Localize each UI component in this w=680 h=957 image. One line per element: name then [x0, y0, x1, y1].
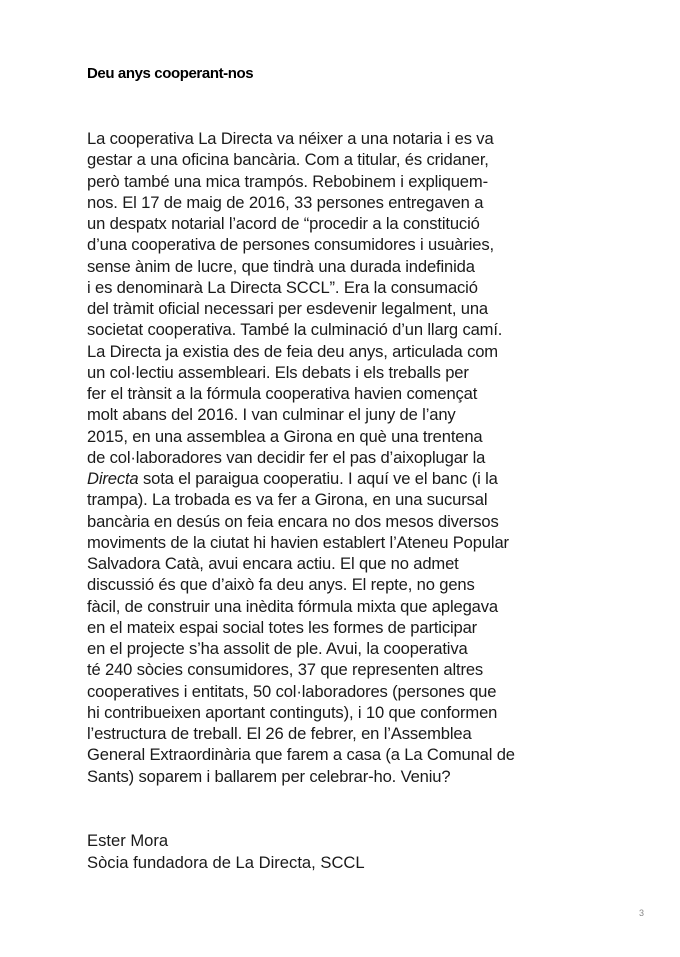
body-line: bancària en desús on feia encara no dos mesos diversos: [87, 511, 499, 531]
body-line: fàcil, de construir una inèdita fórmula mixta que aplegava: [87, 596, 498, 616]
body-line: La Directa ja existia des de feia deu anys, articulada com: [87, 341, 498, 361]
body-line: però també una mica trampós. Rebobinem i expliquem-: [87, 171, 488, 191]
article-body: [87, 128, 515, 787]
body-line: i es denominarà La Directa SCCL”. Era la consumació: [87, 277, 478, 297]
body-line: d’una cooperativa de persones consumidores i usuàries,: [87, 235, 494, 255]
article-title: Deu anys cooperant-nos: [87, 65, 254, 82]
body-line: 2015, en una assemblea a Girona en què una trentena: [87, 426, 483, 446]
body-line: Sants) soparem i ballarem per celebrar-ho. Veniu?: [87, 766, 451, 786]
body-line: hi contribueixen aportant continguts), i 10 que conformen: [87, 702, 498, 722]
body-line: La cooperativa La Directa va néixer a una notaria i es va: [87, 129, 494, 148]
body-line: moviments de la ciutat hi havien establert l’Ateneu Popular: [87, 532, 509, 552]
body-line: nos. El 17 de maig de 2016, 33 persones entregaven a: [87, 192, 484, 212]
body-line: trampa). La trobada es va fer a Girona, en una sucursal: [87, 490, 488, 510]
author-name: Ester Mora: [87, 831, 169, 850]
body-line: molt abans del 2016. I van culminar el juny de l’any: [87, 405, 456, 425]
body-line: en el mateix espai social totes les formes de participar: [87, 617, 478, 637]
body-line: sense ànim de lucre, que tindrà una durada indefinida: [87, 256, 475, 276]
signature: [87, 830, 365, 874]
body-line: un despatx notarial l’acord de “procedir a la constitució: [87, 214, 480, 233]
body-line: General Extraordinària que farem a casa (a La Comunal de: [87, 745, 515, 765]
body-line: l’estructura de treball. El 26 de febrer, en l’Assemblea: [87, 724, 472, 743]
author-role: Sòcia fundadora de La Directa, SCCL: [87, 853, 365, 872]
body-line: discussió és que d’això fa deu anys. El repte, no gens: [87, 575, 475, 595]
body-line: en el projecte s’ha assolit de ple. Avui, la cooperativa: [87, 639, 468, 658]
body-line: [87, 468, 515, 489]
body-line-text: sota el paraigua cooperatiu. I aquí ve el banc (i la: [138, 469, 498, 488]
body-line: cooperatives i entitats, 50 col·laboradores (persones que: [87, 681, 497, 701]
page-number: 3: [639, 908, 645, 918]
body-line: té 240 sòcies consumidores, 37 que representen altres: [87, 660, 484, 680]
body-line: del tràmit oficial necessari per esdevenir legalment, una: [87, 299, 488, 318]
italic-publication-name: Directa: [87, 469, 139, 488]
body-line: de col·laboradores van decidir fer el pas d’aixoplugar la: [87, 447, 486, 467]
body-line: gestar a una oficina bancària. Com a titular, és cridaner,: [87, 150, 489, 170]
body-line: societat cooperativa. També la culminació d’un llarg camí.: [87, 320, 503, 340]
body-line: Salvadora Catà, avui encara actiu. El que no admet: [87, 554, 459, 573]
body-line: fer el trànsit a la fórmula cooperativa havien començat: [87, 384, 478, 403]
body-line: un col·lectiu assembleari. Els debats i els treballs per: [87, 362, 469, 382]
